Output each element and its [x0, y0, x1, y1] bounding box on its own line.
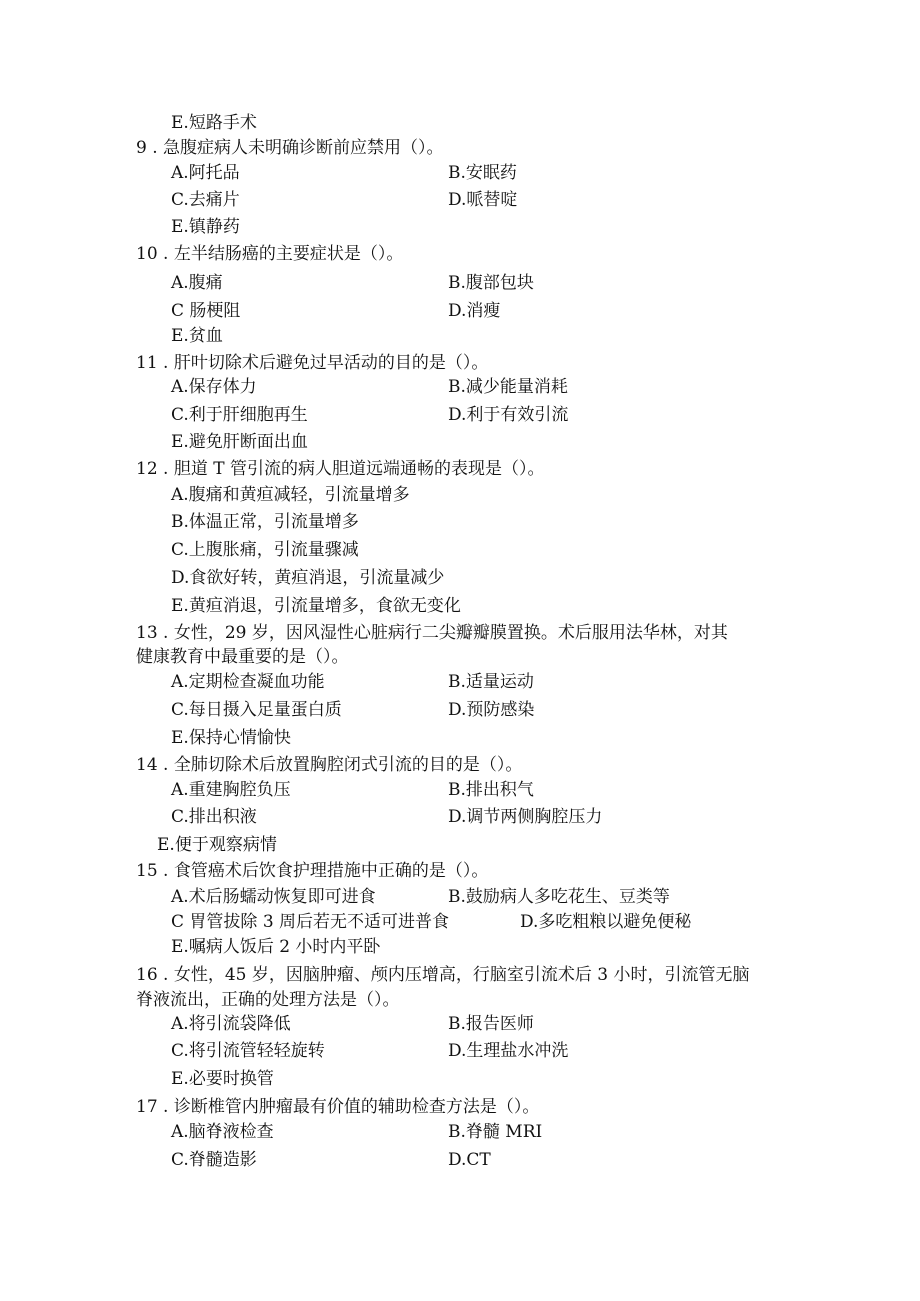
option-d: D.食欲好转，黄疸消退，引流量减少	[171, 568, 445, 588]
option-a: A.重建胸腔负压	[171, 780, 291, 800]
option-e: E.保持心情愉快	[171, 728, 291, 748]
option-c: C.脊髓造影	[171, 1150, 257, 1170]
question-stem: 14 . 全肺切除术后放置胸腔闭式引流的目的是（）。	[136, 755, 523, 775]
option-b: B.鼓励病人多吃花生、豆类等	[448, 887, 670, 907]
option-b: B.排出积气	[448, 780, 534, 800]
option-b: B.适量运动	[448, 672, 534, 692]
option-e: E.黄疸消退，引流量增多，食欲无变化	[171, 596, 461, 616]
question-stem-continued: 脊液流出，正确的处理方法是（）。	[136, 990, 400, 1010]
option-c: C.去痛片	[171, 190, 240, 210]
option-d: D.哌替啶	[448, 190, 518, 210]
option-b: B.腹部包块	[448, 273, 534, 293]
question-stem: 9 . 急腹症病人未明确诊断前应禁用（）。	[136, 138, 444, 158]
option-e: E.必要时换管	[171, 1069, 274, 1089]
question-stem: 11 . 肝叶切除术后避免过早活动的目的是（）。	[136, 353, 489, 373]
option-b: B.报告医师	[448, 1014, 534, 1034]
option-a: A.将引流袋降低	[171, 1014, 291, 1034]
question-stem: 12 . 胆道 T 管引流的病人胆道远端通畅的表现是（）。	[136, 459, 545, 479]
question-stem: 15 . 食管癌术后饮食护理措施中正确的是（）。	[136, 861, 489, 881]
option-d: D.CT	[448, 1150, 491, 1170]
option-b: B.脊髓 MRI	[448, 1122, 543, 1142]
question-stem: 13 . 女性，29 岁，因风湿性心脏病行二尖瓣瓣膜置换。术后服用法华林，对其	[136, 623, 728, 643]
option-e: E.嘱病人饭后 2 小时内平卧	[171, 937, 381, 957]
option-a: A.腹痛	[171, 273, 223, 293]
option-d: D.调节两侧胸腔压力	[448, 807, 603, 827]
question-stem: 17 . 诊断椎管内肿瘤最有价值的辅助检查方法是（）。	[136, 1097, 540, 1117]
option-e: E.便于观察病情	[157, 835, 277, 855]
option-d: D.利于有效引流	[448, 405, 569, 425]
option-d: D.生理盐水冲洗	[448, 1041, 569, 1061]
option-e: E.避免肝断面出血	[171, 432, 308, 452]
option-a: A.保存体力	[171, 377, 257, 397]
option-a: A.术后肠蠕动恢复即可进食	[171, 887, 376, 907]
option-a: A.腹痛和黄疸减轻，引流量增多	[171, 485, 410, 505]
option-a: A.脑脊液检查	[171, 1122, 274, 1142]
option-c: C.每日摄入足量蛋白质	[171, 700, 342, 720]
option-d: D.预防感染	[448, 700, 535, 720]
option-d: D.消瘦	[448, 301, 501, 321]
option-b: B.体温正常，引流量增多	[171, 512, 359, 532]
question-stem: 10 . 左半结肠癌的主要症状是（）。	[136, 244, 404, 264]
question-stem: 16 . 女性，45 岁，因脑肿瘤、颅内压增高，行脑室引流术后 3 小时，引流管无脑	[136, 965, 750, 985]
option-b: B.减少能量消耗	[448, 377, 568, 397]
option-c: C.将引流管轻轻旋转	[171, 1041, 325, 1061]
option-e: E.短路手术	[171, 113, 257, 133]
option-a: A.阿托品	[171, 163, 240, 183]
option-d: D.多吃粗粮以避免便秘	[520, 912, 692, 932]
option-a: A.定期检查凝血功能	[171, 672, 325, 692]
option-b: B.安眠药	[448, 163, 517, 183]
option-c: C.利于肝细胞再生	[171, 405, 308, 425]
option-e: E.镇静药	[171, 217, 240, 237]
option-c: C 肠梗阻	[171, 301, 241, 321]
option-c: C 胃管拔除 3 周后若无不适可进普食	[171, 912, 450, 932]
question-stem-continued: 健康教育中最重要的是（）。	[136, 647, 349, 667]
option-e: E.贫血	[171, 326, 223, 346]
option-c: C.上腹胀痛，引流量骤减	[171, 540, 359, 560]
option-c: C.排出积液	[171, 807, 257, 827]
